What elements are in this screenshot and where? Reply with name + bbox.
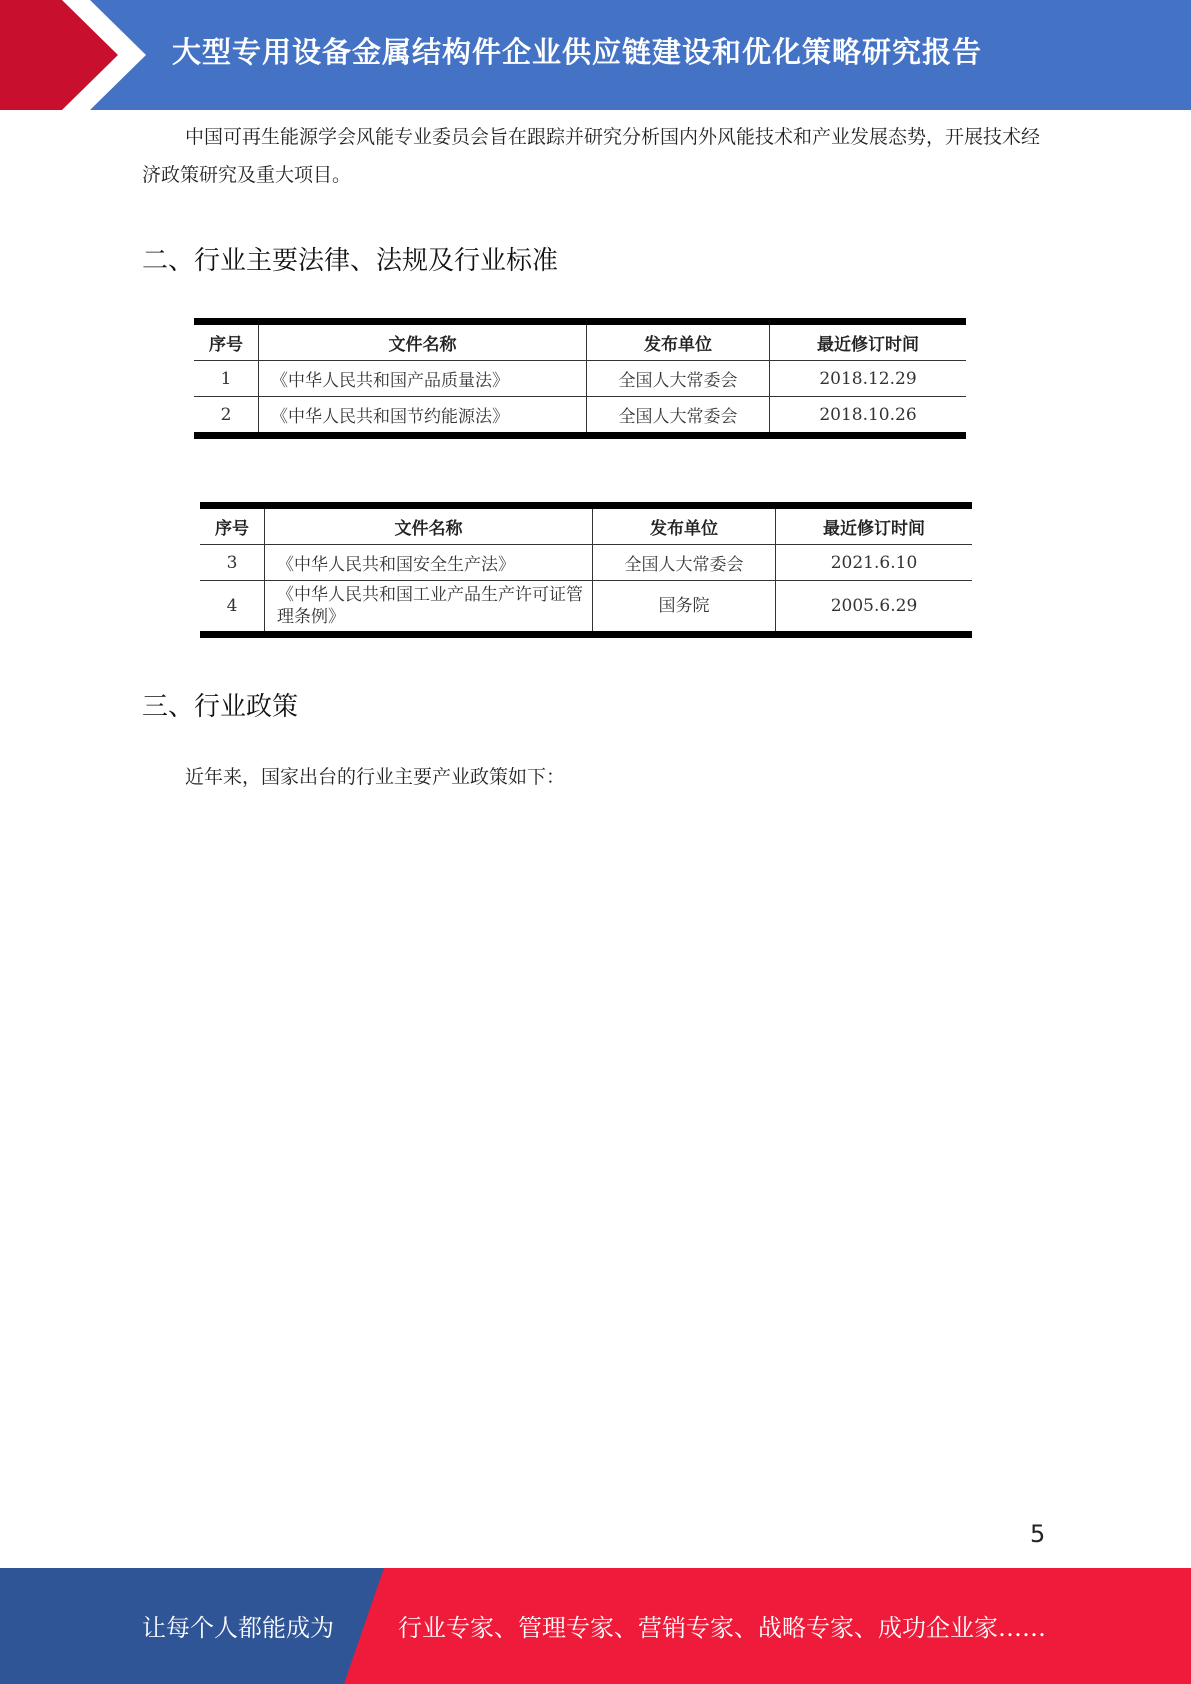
cell-name: 《中华人民共和国产品质量法》 [259, 361, 587, 397]
col-header-name: 文件名称 [259, 322, 587, 361]
table-header-row [194, 322, 966, 361]
table-row [200, 545, 972, 581]
col-header-revised: 最近修订时间 [776, 506, 973, 545]
cell-index: 4 [200, 581, 265, 635]
cell-issuer: 全国人大常委会 [587, 397, 770, 436]
cell-issuer: 全国人大常委会 [593, 545, 776, 581]
footer-slogan-right: 行业专家、管理专家、营销专家、战略专家、成功企业家…… [398, 1614, 1046, 1642]
cell-name: 《中华人民共和国安全生产法》 [265, 545, 593, 581]
section3-paragraph: 近年来，国家出台的行业主要产业政策如下： [185, 766, 566, 788]
cell-revised: 2005.6.29 [776, 581, 973, 635]
cell-revised: 2018.10.26 [770, 397, 967, 436]
footer-slogan-left: 让每个人都能成为 [142, 1614, 334, 1642]
header-banner [0, 0, 1191, 110]
col-header-index: 序号 [200, 506, 265, 545]
col-header-issuer: 发布单位 [587, 322, 770, 361]
cell-name: 《中华人民共和国工业产品生产许可证管理条例》 [265, 581, 593, 635]
cell-revised: 2018.12.29 [770, 361, 967, 397]
laws-table-1 [194, 318, 966, 439]
laws-table-2 [200, 502, 972, 638]
cell-issuer: 国务院 [593, 581, 776, 635]
cell-index: 2 [194, 397, 259, 436]
table-row [194, 361, 966, 397]
table-row [200, 581, 972, 635]
page-number: 5 [1030, 1520, 1046, 1548]
section3-heading: 三、行业政策 [142, 692, 299, 722]
col-header-revised: 最近修订时间 [770, 322, 967, 361]
cell-issuer: 全国人大常委会 [587, 361, 770, 397]
table-header-row [200, 506, 972, 545]
col-header-index: 序号 [194, 322, 259, 361]
cell-name: 《中华人民共和国节约能源法》 [259, 397, 587, 436]
header-chevron-decoration [0, 0, 160, 110]
cell-revised: 2021.6.10 [776, 545, 973, 581]
section2-heading: 二、行业主要法律、法规及行业标准 [142, 246, 559, 276]
table-row [194, 397, 966, 436]
footer-banner [0, 1568, 1191, 1684]
col-header-issuer: 发布单位 [593, 506, 776, 545]
cell-index: 3 [200, 545, 265, 581]
intro-paragraph: 中国可再生能源学会风能专业委员会旨在跟踪并研究分析国内外风能技术和产业发展态势，开展技术经济政策研究及重大项目。 [142, 126, 1041, 186]
cell-index: 1 [194, 361, 259, 397]
col-header-name: 文件名称 [265, 506, 593, 545]
report-title: 大型专用设备金属结构件企业供应链建设和优化策略研究报告 [172, 35, 983, 69]
